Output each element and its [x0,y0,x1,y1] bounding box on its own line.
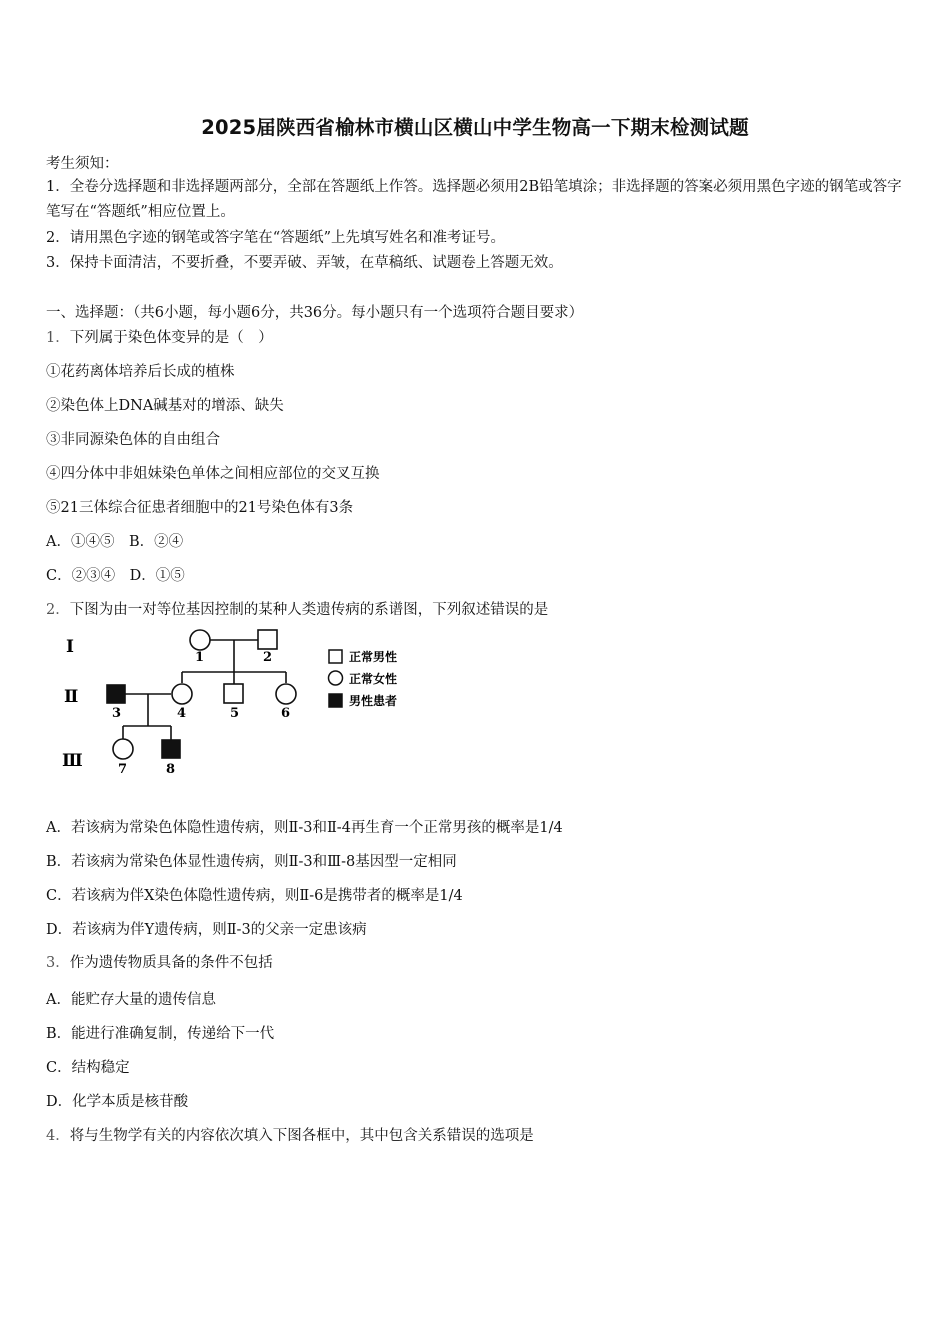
question-1-number: 1． [46,330,70,346]
individual-label-6: 6 [281,706,291,721]
question-2-number: 2． [46,602,70,618]
q1-option-ab: A．①④⑤ B．②④ [46,534,184,550]
legend-affected-male-label: 男性患者 [349,694,398,708]
individual-7-normal-female [113,739,133,759]
individual-label-2: 2 [263,650,273,665]
question-4-text: 将与生物学有关的内容依次填入下图各框中，其中包含关系错误的选项是 [69,1128,534,1144]
section-heading: 一、选择题：（共6小题，每小题6分，共36分。每小题只有一个选项符合题目要求） [46,305,584,321]
q2-option-b: B．若该病为常染色体显性遗传病，则Ⅱ-3和Ⅲ-8基因型一定相同 [46,854,457,870]
individual-6-normal-female [276,684,296,704]
q3-option-b: B．能进行准确复制，传递给下一代 [46,1026,275,1042]
legend-affected-male-symbol [329,694,342,707]
legend-normal-female-label: 正常女性 [349,672,398,686]
question-4-stem [46,1124,534,1145]
page-title: 2025届陕西省榆林市横山区横山中学生物高一下期末检测试题 [201,116,749,139]
individual-1-normal-female [190,630,210,650]
question-2-text: 下图为由一对等位基因控制的某种人类遗传病的系谱图，下列叙述错误的是 [69,602,549,618]
notice-item-2: 2．请用黑色字迹的钢笔或答字笔在“答题纸”上先填写姓名和准考证号。 [46,230,506,246]
generation-label-ii: Ⅱ [64,687,79,707]
legend-normal-female-symbol [329,671,343,685]
q1-item-1: ①花药离体培养后长成的植株 [46,364,235,380]
individual-3-affected-male [107,685,125,703]
individual-4-normal-female [172,684,192,704]
question-3-number: 3． [46,955,70,971]
q3-option-d: D．化学本质是核苷酸 [46,1094,189,1110]
individual-label-7: 7 [118,762,128,777]
legend-normal-male-label: 正常男性 [349,650,398,664]
q1-item-5: ⑤21三体综合征患者细胞中的21号染色体有3条 [46,500,354,516]
q3-option-c: C．结构稳定 [46,1060,130,1076]
q2-option-a: A．若该病为常染色体隐性遗传病，则Ⅱ-3和Ⅱ-4再生育一个正常男孩的概率是1/4 [46,820,563,836]
generation-label-iii: Ⅲ [62,751,83,771]
q1-item-3: ③非同源染色体的自由组合 [46,432,220,448]
legend-normal-male-symbol [329,650,342,663]
notice-heading: 考生须知： [46,156,119,172]
question-4-number: 4． [46,1128,70,1144]
individual-label-3: 3 [112,706,122,721]
question-1-text: 下列属于染色体变异的是（ ） [69,330,273,346]
question-1-stem [46,326,273,347]
q1-item-4: ④四分体中非姐妹染色单体之间相应部位的交叉互换 [46,466,380,482]
notice-item-3: 3．保持卡面清洁，不要折叠，不要弄破、弄皱，在草稿纸、试题卷上答题无效。 [46,255,563,271]
individual-label-4: 4 [177,706,187,721]
q3-option-a: A．能贮存大量的遗传信息 [46,992,216,1008]
individual-label-5: 5 [230,706,240,721]
individual-5-normal-male [224,684,243,703]
question-2-stem [46,598,548,619]
individual-2-normal-male [258,630,277,649]
q2-option-c: C．若该病为伴X染色体隐性遗传病，则Ⅱ-6是携带者的概率是1/4 [46,888,463,904]
individual-label-1: 1 [195,650,205,665]
q2-option-d: D．若该病为伴Y遗传病，则Ⅱ-3的父亲一定患该病 [46,922,367,938]
q1-option-cd: C．②③④ D．①⑤ [46,568,185,584]
individual-8-affected-male [162,740,180,758]
notice-item-1: 1．全卷分选择题和非选择题两部分，全部在答题纸上作答。选择题必须用2B铅笔填涂；非选择题的答案必须用黑色字迹的钢笔或答字笔写在“答题纸”相应位置上。 [46,179,902,220]
question-3-text: 作为遗传物质具备的条件不包括 [69,955,273,971]
question-3-stem [46,951,273,972]
individual-label-8: 8 [166,762,176,777]
generation-label-i: Ⅰ [66,637,74,657]
q1-item-2: ②染色体上DNA碱基对的增添、缺失 [46,398,284,414]
pedigree-chart [52,624,432,784]
